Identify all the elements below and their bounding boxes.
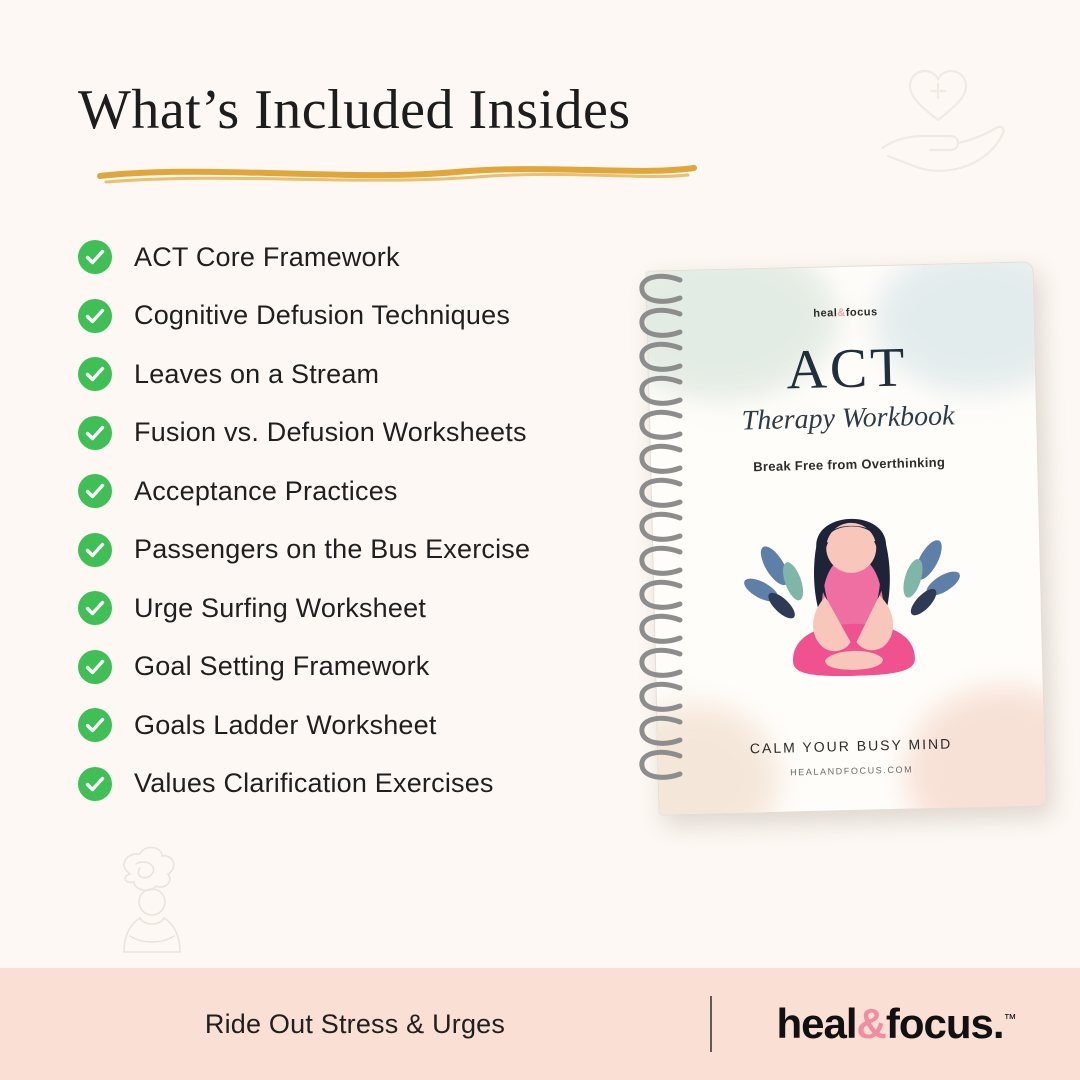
- cover-brand-text: heal&focus: [813, 306, 878, 320]
- list-item: [78, 521, 638, 580]
- check-circle-icon: [78, 708, 112, 742]
- list-item-label: Fusion vs. Defusion Worksheets: [134, 417, 527, 448]
- list-item: [78, 404, 638, 463]
- list-item: [78, 638, 638, 697]
- check-circle-icon: [78, 591, 112, 625]
- list-item-label: Cognitive Defusion Techniques: [134, 300, 511, 331]
- list-item-label: Urge Surfing Worksheet: [134, 592, 427, 623]
- workbook-cover: [645, 261, 1046, 815]
- check-circle-icon: [78, 416, 112, 450]
- cover-calm-line: CALM YOUR BUSY MIND: [749, 735, 953, 757]
- footer-brand-ampersand: &: [856, 1000, 886, 1047]
- footer-brand-left: heal: [776, 1000, 857, 1047]
- meditating-woman-illustration: [692, 480, 1013, 698]
- check-circle-icon: [78, 299, 112, 333]
- list-item: [78, 755, 638, 814]
- footer-trademark: ™: [1003, 1011, 1016, 1026]
- footer-brand-right: focus.: [885, 1000, 1004, 1047]
- list-item: [78, 462, 638, 521]
- check-circle-icon: [78, 533, 112, 567]
- footer-brand-logo: [712, 1000, 1080, 1048]
- cover-title: ACT: [785, 336, 909, 402]
- list-item: [78, 287, 638, 346]
- cover-tagline: Break Free from Overthinking: [753, 454, 946, 475]
- list-item-label: ACT Core Framework: [134, 241, 400, 272]
- included-features-list: [78, 228, 638, 813]
- list-item-label: Leaves on a Stream: [134, 358, 380, 389]
- list-item-label: Goals Ladder Worksheet: [134, 709, 437, 740]
- title-underline-decoration: [96, 160, 700, 186]
- cover-url: HEALANDFOCUS.COM: [790, 764, 914, 778]
- list-item-label: Acceptance Practices: [134, 475, 398, 506]
- footer-bar: [0, 968, 1080, 1080]
- footer-tagline: Ride Out Stress & Urges: [204, 1008, 506, 1039]
- check-circle-icon: [78, 474, 112, 508]
- tangled-thoughts-person-icon: [100, 840, 210, 960]
- cover-brand: [687, 303, 1003, 323]
- check-circle-icon: [78, 357, 112, 391]
- check-circle-icon: [78, 240, 112, 274]
- page-title: What’s Included Insides: [78, 79, 631, 141]
- cover-subtitle: Therapy Workbook: [741, 400, 955, 437]
- check-circle-icon: [78, 650, 112, 684]
- check-circle-icon: [78, 767, 112, 801]
- list-item-label: Passengers on the Bus Exercise: [134, 534, 531, 565]
- spiral-binding-icon: [628, 258, 698, 803]
- list-item-label: Goal Setting Framework: [134, 651, 430, 682]
- list-item: [78, 345, 638, 404]
- list-item-label: Values Clarification Exercises: [134, 768, 494, 799]
- heart-in-hand-icon: [868, 62, 1008, 182]
- list-item: [78, 696, 638, 755]
- workbook-mockup: [628, 258, 1040, 816]
- list-item: [78, 228, 638, 287]
- list-item: [78, 579, 638, 638]
